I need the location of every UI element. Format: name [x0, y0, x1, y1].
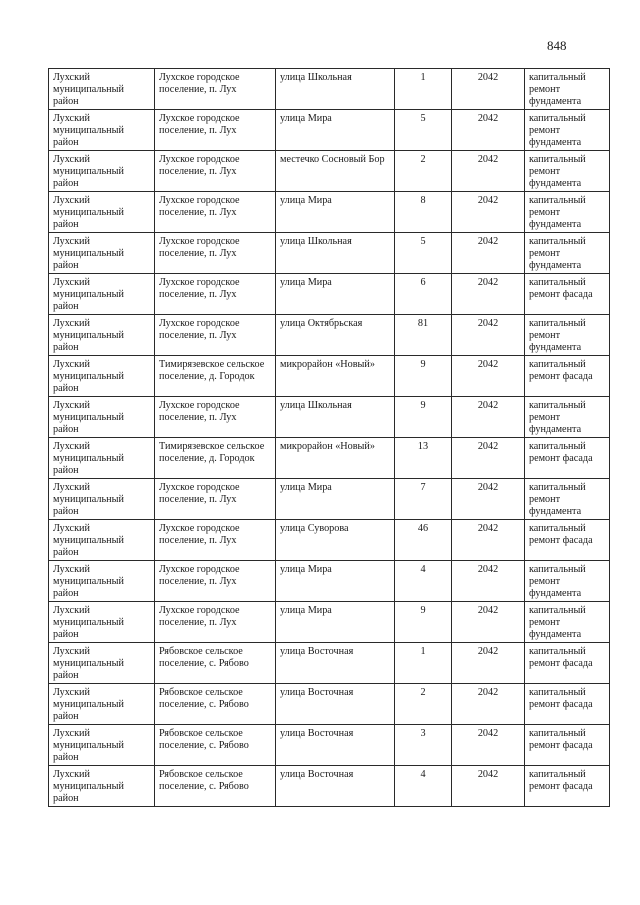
settlement-cell: Лухское городское поселение, п. Лух: [155, 274, 276, 315]
district-cell: Лухский муниципальный район: [49, 356, 155, 397]
settlement-cell: Тимирязевское сельское поселение, д. Городок: [155, 438, 276, 479]
house-number-cell: 46: [395, 520, 452, 561]
year-cell: 2042: [452, 356, 525, 397]
table-row: [49, 397, 610, 438]
work-type-cell: капитальный ремонт фундамента: [525, 69, 610, 110]
settlement-cell: Рябовское сельское поселение, с. Рябово: [155, 643, 276, 684]
street-cell: улица Восточная: [276, 766, 395, 807]
settlement-cell: Тимирязевское сельское поселение, д. Городок: [155, 356, 276, 397]
year-cell: 2042: [452, 192, 525, 233]
district-cell: Лухский муниципальный район: [49, 766, 155, 807]
house-number-cell: 81: [395, 315, 452, 356]
year-cell: 2042: [452, 274, 525, 315]
table-row: [49, 561, 610, 602]
house-number-cell: 9: [395, 397, 452, 438]
district-cell: Лухский муниципальный район: [49, 397, 155, 438]
house-number-cell: 6: [395, 274, 452, 315]
settlement-cell: Лухское городское поселение, п. Лух: [155, 397, 276, 438]
district-cell: Лухский муниципальный район: [49, 479, 155, 520]
table-row: [49, 438, 610, 479]
table-row: [49, 151, 610, 192]
house-number-cell: 5: [395, 110, 452, 151]
district-cell: Лухский муниципальный район: [49, 69, 155, 110]
year-cell: 2042: [452, 69, 525, 110]
table-row: [49, 520, 610, 561]
settlement-cell: Лухское городское поселение, п. Лух: [155, 561, 276, 602]
work-type-cell: капитальный ремонт фундамента: [525, 110, 610, 151]
street-cell: улица Октябрьская: [276, 315, 395, 356]
work-type-cell: капитальный ремонт фундамента: [525, 397, 610, 438]
settlement-cell: Лухское городское поселение, п. Лух: [155, 192, 276, 233]
district-cell: Лухский муниципальный район: [49, 643, 155, 684]
house-number-cell: 1: [395, 643, 452, 684]
work-type-cell: капитальный ремонт фасада: [525, 438, 610, 479]
year-cell: 2042: [452, 397, 525, 438]
street-cell: микрорайон «Новый»: [276, 356, 395, 397]
district-cell: Лухский муниципальный район: [49, 192, 155, 233]
table-row: [49, 643, 610, 684]
year-cell: 2042: [452, 643, 525, 684]
district-cell: Лухский муниципальный район: [49, 684, 155, 725]
year-cell: 2042: [452, 520, 525, 561]
street-cell: улица Мира: [276, 192, 395, 233]
work-type-cell: капитальный ремонт фасада: [525, 520, 610, 561]
street-cell: улица Школьная: [276, 233, 395, 274]
work-type-cell: капитальный ремонт фасада: [525, 684, 610, 725]
district-cell: Лухский муниципальный район: [49, 151, 155, 192]
settlement-cell: Рябовское сельское поселение, с. Рябово: [155, 766, 276, 807]
table-row: [49, 233, 610, 274]
table-row: [49, 274, 610, 315]
page-number: 848: [547, 38, 567, 53]
house-number-cell: 9: [395, 356, 452, 397]
settlement-cell: Лухское городское поселение, п. Лух: [155, 315, 276, 356]
street-cell: улица Мира: [276, 479, 395, 520]
district-cell: Лухский муниципальный район: [49, 110, 155, 151]
registry-body: [49, 69, 610, 807]
district-cell: Лухский муниципальный район: [49, 725, 155, 766]
settlement-cell: Лухское городское поселение, п. Лух: [155, 233, 276, 274]
street-cell: местечко Сосновый Бор: [276, 151, 395, 192]
district-cell: Лухский муниципальный район: [49, 602, 155, 643]
year-cell: 2042: [452, 561, 525, 602]
work-type-cell: капитальный ремонт фундамента: [525, 192, 610, 233]
street-cell: улица Мира: [276, 110, 395, 151]
street-cell: улица Суворова: [276, 520, 395, 561]
house-number-cell: 3: [395, 725, 452, 766]
registry-table: [48, 68, 610, 807]
table-row: [49, 356, 610, 397]
district-cell: Лухский муниципальный район: [49, 315, 155, 356]
district-cell: Лухский муниципальный район: [49, 233, 155, 274]
table-row: [49, 766, 610, 807]
year-cell: 2042: [452, 151, 525, 192]
year-cell: 2042: [452, 725, 525, 766]
house-number-cell: 1: [395, 69, 452, 110]
street-cell: улица Мира: [276, 602, 395, 643]
street-cell: улица Восточная: [276, 643, 395, 684]
year-cell: 2042: [452, 438, 525, 479]
street-cell: улица Школьная: [276, 397, 395, 438]
house-number-cell: 13: [395, 438, 452, 479]
work-type-cell: капитальный ремонт фасада: [525, 356, 610, 397]
street-cell: улица Мира: [276, 274, 395, 315]
street-cell: улица Восточная: [276, 725, 395, 766]
year-cell: 2042: [452, 315, 525, 356]
table-row: [49, 192, 610, 233]
house-number-cell: 5: [395, 233, 452, 274]
work-type-cell: капитальный ремонт фундамента: [525, 315, 610, 356]
district-cell: Лухский муниципальный район: [49, 274, 155, 315]
settlement-cell: Лухское городское поселение, п. Лух: [155, 110, 276, 151]
year-cell: 2042: [452, 110, 525, 151]
year-cell: 2042: [452, 684, 525, 725]
settlement-cell: Лухское городское поселение, п. Лух: [155, 602, 276, 643]
table-row: [49, 602, 610, 643]
street-cell: улица Мира: [276, 561, 395, 602]
work-type-cell: капитальный ремонт фасада: [525, 643, 610, 684]
work-type-cell: капитальный ремонт фундамента: [525, 233, 610, 274]
house-number-cell: 7: [395, 479, 452, 520]
table-row: [49, 69, 610, 110]
table-row: [49, 315, 610, 356]
street-cell: улица Школьная: [276, 69, 395, 110]
district-cell: Лухский муниципальный район: [49, 438, 155, 479]
settlement-cell: Рябовское сельское поселение, с. Рябово: [155, 725, 276, 766]
table-row: [49, 725, 610, 766]
year-cell: 2042: [452, 766, 525, 807]
table-row: [49, 110, 610, 151]
work-type-cell: капитальный ремонт фундамента: [525, 602, 610, 643]
year-cell: 2042: [452, 602, 525, 643]
house-number-cell: 4: [395, 561, 452, 602]
work-type-cell: капитальный ремонт фундамента: [525, 151, 610, 192]
house-number-cell: 2: [395, 151, 452, 192]
street-cell: улица Восточная: [276, 684, 395, 725]
year-cell: 2042: [452, 233, 525, 274]
settlement-cell: Лухское городское поселение, п. Лух: [155, 151, 276, 192]
work-type-cell: капитальный ремонт фасада: [525, 725, 610, 766]
district-cell: Лухский муниципальный район: [49, 520, 155, 561]
work-type-cell: капитальный ремонт фасада: [525, 274, 610, 315]
settlement-cell: Лухское городское поселение, п. Лух: [155, 479, 276, 520]
house-number-cell: 4: [395, 766, 452, 807]
work-type-cell: капитальный ремонт фундамента: [525, 561, 610, 602]
district-cell: Лухский муниципальный район: [49, 561, 155, 602]
table-row: [49, 479, 610, 520]
table-row: [49, 684, 610, 725]
house-number-cell: 8: [395, 192, 452, 233]
house-number-cell: 2: [395, 684, 452, 725]
house-number-cell: 9: [395, 602, 452, 643]
work-type-cell: капитальный ремонт фундамента: [525, 479, 610, 520]
year-cell: 2042: [452, 479, 525, 520]
settlement-cell: Лухское городское поселение, п. Лух: [155, 520, 276, 561]
settlement-cell: Рябовское сельское поселение, с. Рябово: [155, 684, 276, 725]
work-type-cell: капитальный ремонт фасада: [525, 766, 610, 807]
settlement-cell: Лухское городское поселение, п. Лух: [155, 69, 276, 110]
street-cell: микрорайон «Новый»: [276, 438, 395, 479]
